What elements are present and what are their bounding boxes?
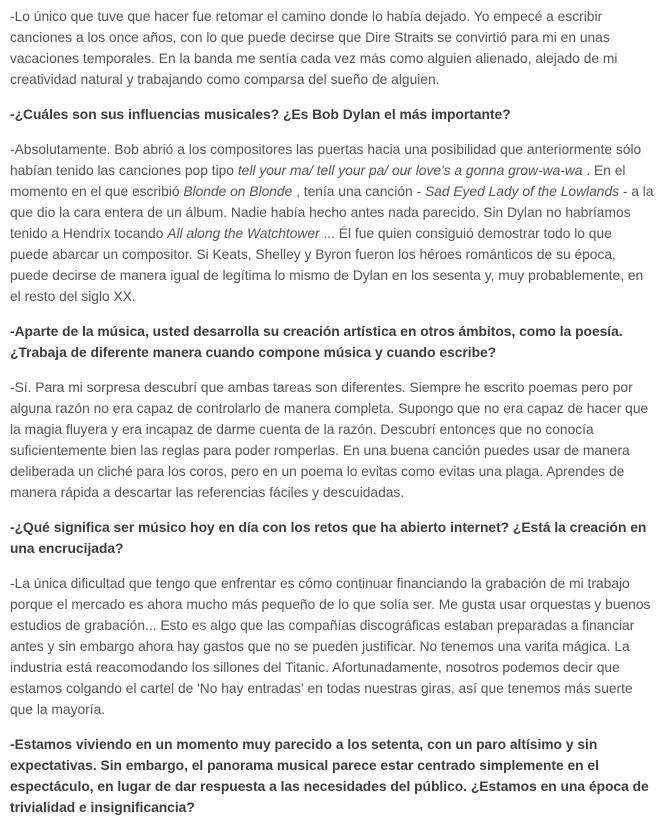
answer-text: ... Él fue quien consiguió demostrar todo lo que puede abarcar un compositor. Si Keats, Shelley y Byron fueron los héroes románticos de su época, puede decirse de manera igual de legítima lo mismo de Dylan en los sesenta y, muy probablemente, en el resto del siglo XX. bbox=[10, 226, 644, 304]
question-paragraph: -Aparte de la música, usted desarrolla su creación artística en otros ámbitos, como la poesía. ¿Trabaja de diferente manera cuando compone música y cuando escribe? bbox=[10, 324, 623, 360]
answer-text: , tenía una canción - bbox=[292, 184, 425, 199]
song-title: All along the Watchtower bbox=[167, 226, 320, 241]
question-paragraph: -¿Cuáles son sus influencias musicales? ¿Es Bob Dylan el más importante? bbox=[10, 107, 511, 122]
song-title: tell your ma/ tell your pa/ our love's a gonna grow-wa-wa bbox=[237, 163, 583, 178]
album-title: Blonde on Blonde bbox=[183, 184, 293, 199]
question-paragraph: -¿Qué significa ser músico hoy en día con los retos que ha abierto internet? ¿Está la creación en una encrucijada? bbox=[10, 520, 647, 556]
answer-paragraph: -La única dificultad que tengo que enfrentar es cómo continuar financiando la grabación de mi trabajo porque el mercado es ahora mucho más pequeño de lo que solía ser. Me gusta usar orquestas y buenos estudios de grabación... Esto es algo que las compañías discográficas estaban preparadas a financiar antes y sin embargo ahora hay gastos que no se pueden justificar. No tenemos una varita mágica. La industria está reacomodando los sillones del Titanic. Afortunadamente, nosotros podemos decir que estamos colgando el cartel de 'No hay entradas' en todas nuestras giras, así que tenemos más suerte que la mayoría. bbox=[10, 576, 651, 717]
answer-text: . En el momento en el que escribió bbox=[10, 163, 626, 199]
question-paragraph: -Estamos viviendo en un momento muy parecido a los setenta, con un paro altísimo y sin expectativas. Sin embargo, el panorama musical parece estar centrado simplemente en el espectáculo, en lugar de dar respuesta a las necesidades del público. ¿Estamos en una época de trivialidad e insignificancia? bbox=[10, 737, 649, 815]
answer-paragraph: -Lo único que tuve que hacer fue retomar el camino donde lo había dejado. Yo empecé a escribir canciones a los once años, con lo que puede decirse que Dire Straits se convirtió para mi en unas vacaciones temporales. En la banda me sentía cada vez más como alguien alienado, alejado de mi creatividad natural y trabajando como comparsa del sueño de alguien. bbox=[10, 9, 618, 87]
song-title: Sad Eyed Lady of the Lowlands bbox=[424, 184, 620, 199]
answer-text: -Absolutamente. Bob abrió a los compositores las puertas hacia una posibilidad que anteriormente sólo habían tenido las canciones pop tipo bbox=[10, 142, 642, 178]
answer-text: - a la que dio la cara entera de un álbum. Nadie había hecho antes nada parecido. Sin Dylan no habríamos tenido a Hendrix tocando bbox=[10, 184, 654, 241]
answer-paragraph: -Sí. Para mi sorpresa descubrí que ambas tareas son diferentes. Siempre he escrito poemas pero por alguna razón no era capaz de controlarlo de manera completa. Supongo que no era capaz de hacer que la magia fluyera y era incapaz de darme cuenta de la razón. Descubrí entonces que no conocía suficientemente bien las reglas para poder romperlas. En una buena canción puedes usar de manera deliberada un cliché para los coros, pero en un poema lo evitas como evitas una plaga. Aprendes de manera rápida a descartar las referencias fáciles y descuidadas. bbox=[10, 380, 649, 500]
answer-paragraph bbox=[10, 139, 654, 307]
